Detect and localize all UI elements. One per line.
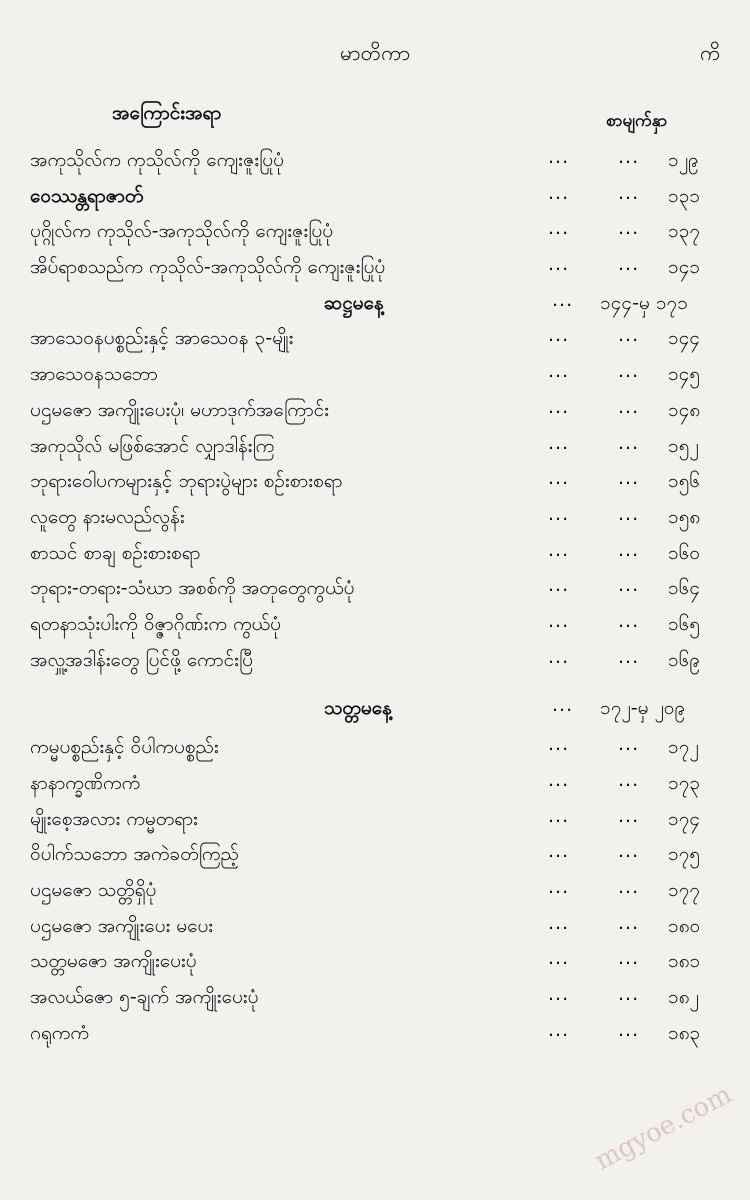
leader-dots: ... — [552, 694, 574, 716]
toc-entry-title: ပဌမဇော အကျိုးပေးပုံ၊ မဟာဒုက်အကြောင်း — [30, 399, 329, 421]
section-title: သတ္တမနေ့ — [324, 697, 392, 719]
toc-entry-title: အလှူ့အဒါန်းတွေ ပြင်ဖို့ ကောင်းပြီ — [30, 649, 253, 671]
toc-entry-page: ၁၄၁ — [668, 256, 701, 278]
leader-dots: ... — [548, 467, 570, 489]
toc-entry — [0, 360, 750, 394]
toc-entry-page: ၁၄၄ — [668, 327, 701, 349]
toc-entry-page: ၁၇၂ — [668, 736, 699, 758]
toc-entry-title: အာသေဝနပစ္စည်းနှင့် အာသေဝန ၃-မျိုး — [30, 327, 294, 349]
toc-entry-title: အလယ်ဇော ၅-ချက် အကျိုးပေးပုံ — [30, 986, 259, 1008]
leader-dots: ... — [618, 876, 640, 898]
leader-dots: ... — [552, 289, 574, 311]
toc-entry-page: ၁၄၅ — [668, 363, 701, 385]
leader-dots: ... — [618, 324, 640, 346]
toc-entry — [0, 324, 750, 358]
toc-entry — [0, 1019, 750, 1053]
leader-dots: ... — [548, 324, 570, 346]
toc-entry-page: ၁၆၉ — [668, 649, 701, 671]
leader-dots: ... — [618, 503, 640, 525]
leader-dots: ... — [618, 912, 640, 934]
toc-entry-page: ၁၇၃ — [668, 772, 701, 794]
toc-entry-page: ၁၆၅ — [668, 613, 701, 635]
leader-dots: ... — [548, 805, 570, 827]
leader-dots: ... — [618, 432, 640, 454]
leader-dots: ... — [618, 253, 640, 275]
toc-entry — [0, 805, 750, 839]
toc-entry — [0, 912, 750, 946]
toc-entry-title: ဝေဿန္တရာဇာတ် — [30, 185, 144, 207]
toc-entry-title: ပုဂ္ဂိုလ်က ကုသိုလ်-အကုသိုလ်ကို ကျေးဇူးပြုပုံ — [30, 220, 334, 242]
leader-dots: ... — [618, 396, 640, 418]
leader-dots: ... — [548, 983, 570, 1005]
leader-dots: ... — [618, 610, 640, 632]
column-heading-contents: အကြောင်းအရာ — [112, 102, 222, 124]
toc-entry-page: ၁၈၀ — [668, 915, 701, 937]
toc-entry-page: ၁၇၅ — [668, 843, 701, 865]
leader-dots: ... — [548, 646, 570, 668]
toc-entry — [0, 947, 750, 981]
leader-dots: ... — [618, 1019, 640, 1041]
toc-entry-title: ပဌမဇော သတ္တိရှိပုံ — [30, 879, 157, 901]
leader-dots: ... — [548, 360, 570, 382]
leader-dots: ... — [618, 360, 640, 382]
toc-entry-page: ၁၃၇ — [668, 220, 701, 242]
toc-entry — [0, 146, 750, 180]
section-heading — [0, 694, 750, 728]
toc-entry-page: ၁၈၁ — [668, 950, 701, 972]
leader-dots: ... — [618, 217, 640, 239]
toc-entry-title: စာသင် စာချ စဉ်းစားစရာ — [30, 542, 201, 564]
page-header-title: မာတိကာ — [340, 41, 411, 65]
toc-entry-title: မျိုးစေ့အလား ကမ္မတရား — [30, 808, 198, 830]
toc-entry-page: ၁၃၁ — [668, 185, 701, 207]
toc-entry — [0, 182, 750, 216]
leader-dots: ... — [618, 840, 640, 862]
toc-entry — [0, 983, 750, 1017]
toc-entry-title: ဘုရားဝေါပကများနှင့် ဘုရားပွဲများ စဉ်းစားစရာ — [30, 470, 343, 492]
toc-entry-title: ပဌမဇော အကျိုးပေး မပေး — [30, 915, 214, 937]
toc-entry — [0, 610, 750, 644]
toc-entry-title: ဘုရား-တရား-သံဃာ အစစ်ကို အတုတွေကွယ်ပုံ — [30, 577, 355, 599]
toc-entry-title: အကုသိုလ် မဖြစ်အောင် လျှာဒါန်းကြ — [30, 435, 275, 457]
leader-dots: ... — [548, 876, 570, 898]
toc-entry — [0, 217, 750, 251]
toc-entry — [0, 574, 750, 608]
leader-dots: ... — [548, 396, 570, 418]
leader-dots: ... — [618, 574, 640, 596]
leader-dots: ... — [618, 539, 640, 561]
section-heading — [0, 289, 750, 323]
leader-dots: ... — [618, 146, 640, 168]
page-header-number: ကိ — [700, 41, 721, 65]
leader-dots: ... — [548, 947, 570, 969]
leader-dots: ... — [618, 467, 640, 489]
toc-entry-title: ဝိပါက်သဘော အကဲခတ်ကြည့် — [30, 843, 239, 865]
toc-entry-title: လူတွေ နားမလည်လွန်း — [30, 506, 185, 528]
toc-entry — [0, 253, 750, 287]
toc-entry — [0, 646, 750, 680]
toc-entry-page: ၁၆၀ — [668, 542, 701, 564]
toc-entry-page: ၁၈၃ — [668, 1022, 701, 1044]
leader-dots: ... — [548, 574, 570, 596]
toc-entry — [0, 840, 750, 874]
toc-entry — [0, 876, 750, 910]
leader-dots: ... — [548, 733, 570, 755]
toc-entry — [0, 432, 750, 466]
toc-entry-page: ၁၇၇ — [668, 879, 701, 901]
leader-dots: ... — [618, 733, 640, 755]
toc-entry-page: ၁၅၂ — [668, 435, 699, 457]
leader-dots: ... — [548, 182, 570, 204]
toc-entry-page: ၁၄၈ — [668, 399, 701, 421]
leader-dots: ... — [548, 840, 570, 862]
leader-dots: ... — [548, 217, 570, 239]
toc-entry-page: ၁၈၂ — [668, 986, 699, 1008]
section-page-range: ၁၄၄-မှ ၁၇၁ — [600, 292, 688, 314]
toc-entry-title: အာသေဝနသဘော — [30, 363, 158, 385]
leader-dots: ... — [618, 646, 640, 668]
leader-dots: ... — [618, 947, 640, 969]
leader-dots: ... — [548, 503, 570, 525]
toc-entry — [0, 503, 750, 537]
toc-entry-title: အကုသိုလ်က ကုသိုလ်ကို ကျေးဇူးပြုပုံ — [30, 149, 284, 171]
leader-dots: ... — [548, 146, 570, 168]
toc-entry-title: နာနာက္ခဏိကကံ — [30, 772, 141, 794]
toc-entry — [0, 467, 750, 501]
leader-dots: ... — [618, 983, 640, 1005]
toc-entry — [0, 539, 750, 573]
leader-dots: ... — [548, 610, 570, 632]
toc-entry-page: ၁၆၄ — [668, 577, 701, 599]
leader-dots: ... — [548, 253, 570, 275]
toc-entry-title: အိပ်ရာစသည်က ကုသိုလ်-အကုသိုလ်ကို ကျေးဇူးပြုပုံ — [30, 256, 386, 278]
leader-dots: ... — [618, 182, 640, 204]
leader-dots: ... — [548, 432, 570, 454]
leader-dots: ... — [618, 769, 640, 791]
watermark: mgyoe.com — [590, 1079, 737, 1177]
toc-entry-page: ၁၇၄ — [668, 808, 701, 830]
toc-entry-title: ကမ္မပစ္စည်းနှင့် ဝိပါကပစ္စည်း — [30, 736, 219, 758]
toc-entry — [0, 733, 750, 767]
leader-dots: ... — [548, 769, 570, 791]
toc-entry-title: သတ္တမဇော အကျိုးပေးပုံ — [30, 950, 197, 972]
toc-entry-page: ၁၂၉ — [668, 149, 699, 171]
section-title: ဆဋ္ဌမနေ့ — [324, 292, 384, 314]
toc-entry — [0, 396, 750, 430]
toc-entry-page: ၁၅၈ — [668, 506, 701, 528]
toc-entry-page: ၁၅၆ — [668, 470, 701, 492]
toc-entry-title: ဂရုကကံ — [30, 1022, 89, 1044]
section-page-range: ၁၇၂-မှ ၂၀၉ — [600, 697, 686, 719]
toc-entry — [0, 769, 750, 803]
toc-entry-title: ရတနာသုံးပါးကို ဝိဇ္ဇာဂိုဏ်းက ကွယ်ပုံ — [30, 613, 281, 635]
leader-dots: ... — [548, 912, 570, 934]
column-heading-pages: စာမျက်နှာ — [606, 111, 668, 131]
leader-dots: ... — [548, 539, 570, 561]
leader-dots: ... — [548, 1019, 570, 1041]
leader-dots: ... — [618, 805, 640, 827]
